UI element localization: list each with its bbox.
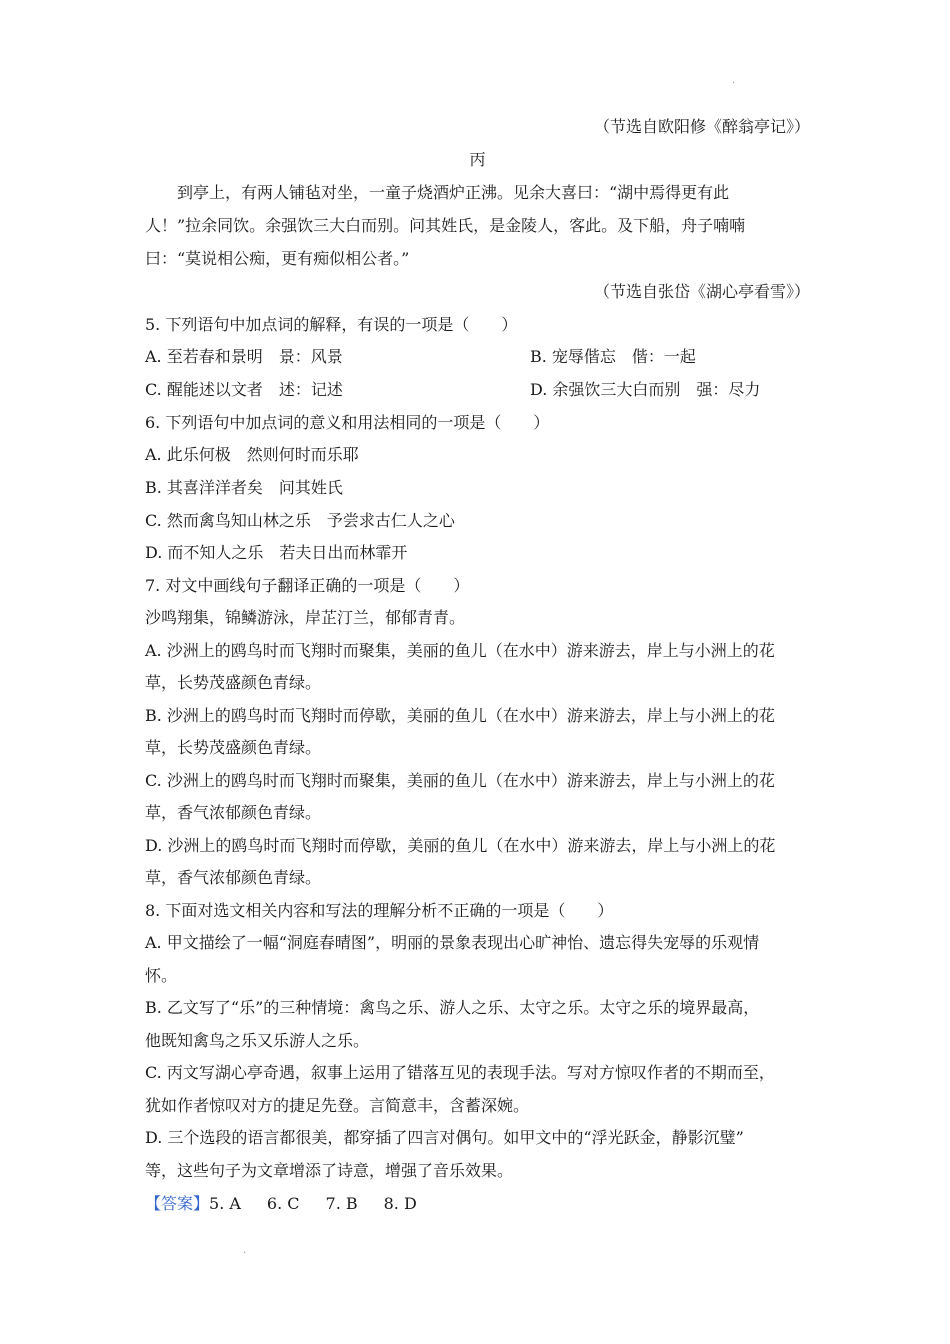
question-7-sentence: 沙鸣翔集，锦鳞游泳，岸芷汀兰，郁郁青青。 bbox=[145, 608, 466, 627]
question-7-stem: 7. 对文中画线句子翻译正确的一项是（ ） bbox=[145, 576, 470, 595]
option-a-cont: 怀。 bbox=[145, 966, 178, 985]
option-c: C. 醒能述以文者 述：记述 bbox=[145, 380, 343, 399]
option-d-cont: 草，香气浓郁颜色青绿。 bbox=[145, 868, 322, 887]
source-citation-1: （节选自欧阳修《醉翁亭记》） bbox=[593, 117, 810, 136]
speck-mark: · bbox=[243, 1248, 247, 1259]
source-citation-2: （节选自张岱《湖心亭看雪》） bbox=[593, 282, 810, 301]
option-b: B. 宠辱偕忘 偕：一起 bbox=[530, 347, 696, 366]
option-c: C. 然而禽鸟知山林之乐 予尝求古仁人之心 bbox=[145, 511, 455, 530]
question-6-stem: 6. 下列语句中加点词的意义和用法相同的一项是（ ） bbox=[145, 413, 550, 432]
answer-line bbox=[145, 1187, 810, 1220]
option-b-cont: 他既知禽鸟之乐又乐游人之乐。 bbox=[145, 1031, 370, 1050]
option-c-cont: 犹如作者惊叹对方的捷足先登。言简意丰，含蓄深婉。 bbox=[145, 1096, 530, 1115]
answer-item: 6. C bbox=[266, 1194, 300, 1213]
option-b: B. 乙文写了“乐”的三种情境：禽鸟之乐、游人之乐、太守之乐。太守之乐的境界最高， bbox=[145, 998, 760, 1017]
passage-c-line: 曰：“莫说相公痴，更有痴似相公者。” bbox=[145, 249, 410, 268]
question-5-stem: 5. 下列语句中加点词的解释，有误的一项是（ ） bbox=[145, 315, 518, 334]
option-a-cont: 草，长势茂盛颜色青绿。 bbox=[145, 673, 322, 692]
question-8-stem: 8. 下面对选文相关内容和写法的理解分析不正确的一项是（ ） bbox=[145, 901, 614, 920]
option-d: D. 沙洲上的鸥鸟时而飞翔时而停歇，美丽的鱼儿（在水中）游来游去，岸上与小洲上的花 bbox=[145, 836, 776, 855]
option-d: D. 而不知人之乐 若夫日出而林霏开 bbox=[145, 543, 408, 562]
option-d: D. 三个选段的语言都很美，都穿插了四言对偶句。如甲文中的“浮光跃金，静影沉璧” bbox=[145, 1128, 744, 1147]
answer-item: 8. D bbox=[383, 1194, 417, 1213]
option-a: A. 此乐何极 然则何时而乐耶 bbox=[145, 445, 359, 464]
option-a: A. 沙洲上的鸥鸟时而飞翔时而聚集，美丽的鱼儿（在水中）游来游去，岸上与小洲上的花 bbox=[145, 641, 775, 660]
question-5-options-row-2 bbox=[145, 373, 810, 406]
option-c-cont: 草，香气浓郁颜色青绿。 bbox=[145, 803, 322, 822]
answer-item: 7. B bbox=[325, 1194, 358, 1213]
option-b: B. 沙洲上的鸥鸟时而飞翔时而停歇，美丽的鱼儿（在水中）游来游去，岸上与小洲上的花 bbox=[145, 706, 775, 725]
option-a: A. 至若春和景明 景：风景 bbox=[145, 347, 343, 366]
answer-tag: 【答案】 bbox=[145, 1194, 210, 1213]
option-a: A. 甲文描绘了一幅“洞庭春晴图”，明丽的景象表现出心旷神怡、遗忘得失宠辱的乐观情 bbox=[145, 933, 760, 952]
option-d: D. 余强饮三大白而别 强：尽力 bbox=[530, 380, 761, 399]
option-c: C. 沙洲上的鸥鸟时而飞翔时而聚集，美丽的鱼儿（在水中）游来游去，岸上与小洲上的花 bbox=[145, 771, 775, 790]
question-5-options-row-1 bbox=[145, 340, 810, 373]
passage-c-line: 人！”拉余同饮。余强饮三大白而别。问其姓氏，是金陵人，客此。及下船，舟子喃喃 bbox=[145, 216, 746, 235]
option-b-cont: 草，长势茂盛颜色青绿。 bbox=[145, 738, 322, 757]
option-d-cont: 等，这些句子为文章增添了诗意，增强了音乐效果。 bbox=[145, 1161, 514, 1180]
answer-item: 5. A bbox=[209, 1194, 241, 1213]
option-c: C. 丙文写湖心亭奇遇，叙事上运用了错落互见的表现手法。写对方惊叹作者的不期而至， bbox=[145, 1063, 775, 1082]
section-c-title: 丙 bbox=[469, 150, 486, 169]
speck-mark: · bbox=[732, 78, 736, 89]
passage-c-line: 到亭上，有两人铺毡对坐，一童子烧酒炉正沸。见余大喜曰：“湖中焉得更有此 bbox=[177, 183, 730, 202]
option-b: B. 其喜洋洋者矣 问其姓氏 bbox=[145, 478, 343, 497]
